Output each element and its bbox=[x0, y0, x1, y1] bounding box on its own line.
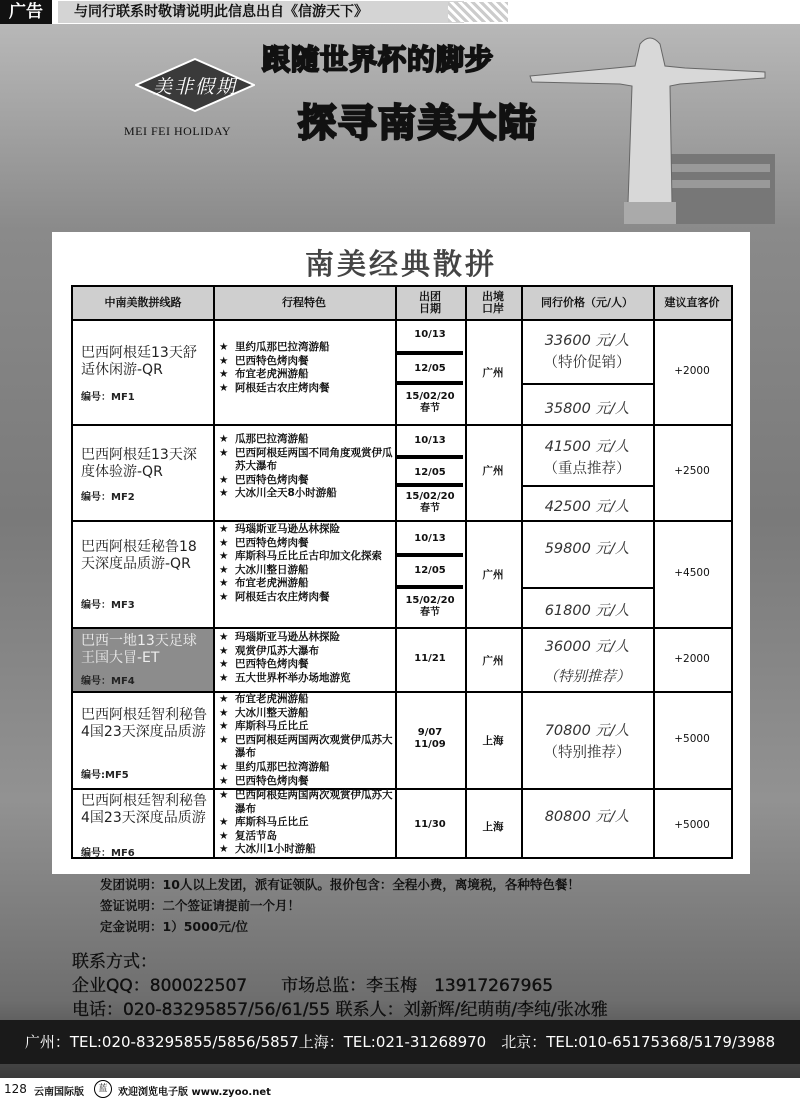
feature-item: ★ 巴西特色烤肉餐 bbox=[219, 775, 395, 789]
page-number: 128 bbox=[4, 1082, 27, 1096]
suggested-price: +2000 bbox=[674, 365, 710, 377]
date-separator bbox=[397, 553, 463, 557]
feature-list bbox=[219, 631, 395, 685]
feature-list bbox=[219, 433, 395, 501]
suggested-price: +2500 bbox=[674, 465, 710, 477]
tour-table bbox=[71, 285, 733, 859]
contact-label: 联系方式： bbox=[72, 952, 157, 972]
divider bbox=[73, 424, 731, 426]
divider bbox=[73, 520, 731, 522]
feature-item: ★ 布宜老虎洲游船 bbox=[219, 577, 395, 591]
price: 61800 元/人 bbox=[544, 603, 630, 619]
date-separator bbox=[397, 483, 463, 487]
route-name: 巴西阿根廷13天深度体验游-QR bbox=[81, 447, 197, 480]
feature-list bbox=[219, 341, 395, 395]
contact-qq: 企业QQ：800022507 市场总监：李玉梅 13917267965 bbox=[72, 976, 554, 996]
header-date: 出团 日期 bbox=[419, 290, 441, 315]
feature-item: ★ 巴西特色烤肉餐 bbox=[219, 537, 395, 551]
date-separator bbox=[397, 351, 463, 355]
feature-item: ★ 巴西特色烤肉餐 bbox=[219, 658, 395, 672]
date-separator bbox=[397, 381, 463, 385]
bottom-bar bbox=[0, 1078, 800, 1100]
header-route: 中南美散拼线路 bbox=[104, 296, 182, 309]
note-item: 签证说明：二个签证请提前一个月！ bbox=[100, 898, 301, 913]
departure-date: 10/13 bbox=[414, 533, 446, 544]
route-code: 编号：MF1 bbox=[81, 392, 135, 403]
departure-port: 广州 bbox=[482, 367, 504, 379]
route-name: 巴西一地13天足球王国大冒-ET bbox=[81, 633, 197, 666]
feature-item: ★ 巴西阿根廷两国两次观赏伊瓜苏大瀑布 bbox=[219, 789, 395, 816]
price: 35800 元/人 bbox=[544, 401, 630, 417]
feature-item: ★ 观赏伊瓜苏大瀑布 bbox=[219, 645, 395, 659]
departure-date: 15/02/20 春节 bbox=[405, 595, 455, 618]
feature-item: ★ 大冰川整日游船 bbox=[219, 564, 395, 578]
feature-item: ★ 巴西特色烤肉餐 bbox=[219, 355, 395, 369]
headline-line1: 跟随世界杯的脚步 bbox=[262, 43, 495, 76]
departure-date: 10/13 bbox=[414, 435, 446, 446]
price: 80800 元/人 bbox=[544, 809, 630, 825]
feature-item: ★ 库斯科马丘比丘 bbox=[219, 816, 395, 830]
price: 59800 元/人 bbox=[544, 541, 630, 557]
route-name: 巴西阿根廷13天舒适休闲游-QR bbox=[81, 345, 197, 378]
departure-port: 上海 bbox=[482, 735, 504, 747]
route-name: 巴西阿根廷秘鲁18天深度品质游-QR bbox=[81, 539, 197, 572]
route-code: 编号:MF5 bbox=[81, 770, 129, 781]
lan-badge-icon: 蓝 bbox=[94, 1080, 112, 1098]
ad-notice: 与同行联系时敬请说明此信息出自《信游天下》 bbox=[58, 1, 464, 23]
divider bbox=[521, 587, 653, 589]
departure-date: 15/02/20 春节 bbox=[405, 491, 455, 514]
feature-item: ★ 巴西特色烤肉餐 bbox=[219, 474, 395, 488]
departure-date: 10/13 bbox=[414, 329, 446, 340]
header-price: 同行价格（元/人） bbox=[540, 296, 634, 309]
feature-item: ★ 库斯科马丘比丘 bbox=[219, 720, 395, 734]
feature-item: ★ 布宜老虎洲游船 bbox=[219, 368, 395, 382]
departure-port: 广州 bbox=[482, 569, 504, 581]
divider bbox=[73, 788, 731, 790]
departure-port: 上海 bbox=[482, 821, 504, 833]
feature-item: ★ 里约瓜那巴拉湾游船 bbox=[219, 761, 395, 775]
logo bbox=[135, 58, 255, 112]
feature-list bbox=[219, 789, 395, 857]
feature-item: ★ 布宜老虎洲游船 bbox=[219, 693, 395, 707]
price: 36000 元/人 bbox=[544, 639, 630, 655]
feature-item: ★ 大冰川全天8小时游船 bbox=[219, 487, 395, 501]
footer-phones: 广州：TEL:020-83295855/5856/5857上海：TEL:021-31268970 北京：TEL:010-65175368/5179/3988 bbox=[0, 1020, 800, 1064]
feature-item: ★ 玛瑙斯亚马逊丛林探险 bbox=[219, 523, 395, 537]
ad-tag: 广告 bbox=[0, 0, 52, 24]
panel-title: 南美经典散拼 bbox=[304, 247, 497, 281]
welcome-link[interactable]: 欢迎浏览电子版 www.zyoo.net bbox=[118, 1087, 271, 1098]
ad-pattern bbox=[448, 2, 508, 22]
header-suggest: 建议直客价 bbox=[664, 296, 720, 309]
feature-item: ★ 库斯科马丘比丘古印加文化探索 bbox=[219, 550, 395, 564]
logo-en: MEI FEI HOLIDAY bbox=[124, 124, 232, 138]
feature-item: ★ 复活节岛 bbox=[219, 830, 395, 844]
departure-date: 12/05 bbox=[414, 565, 446, 576]
suggested-price: +4500 bbox=[674, 567, 710, 579]
feature-item: ★ 阿根廷古农庄烤肉餐 bbox=[219, 591, 395, 605]
top-bar bbox=[0, 0, 800, 24]
contact-phone: 电话：020-83295857/56/61/55 联系人：刘新辉/纪萌萌/李纯/张冰雅 bbox=[72, 1000, 608, 1020]
contact-block bbox=[72, 950, 608, 1022]
departure-date: 12/05 bbox=[414, 467, 446, 478]
route-code: 编号：MF2 bbox=[81, 492, 135, 503]
departure-date: 15/02/20 春节 bbox=[405, 391, 455, 414]
divider bbox=[521, 287, 523, 857]
feature-item: ★ 大冰川1小时游船 bbox=[219, 843, 395, 857]
price-note: （特价促销） bbox=[543, 355, 631, 371]
table-header bbox=[73, 287, 731, 319]
price: 33600 元/人 bbox=[544, 333, 630, 349]
note-item: 定金说明：1）5000元/位 bbox=[100, 919, 249, 934]
route-code: 编号：MF6 bbox=[81, 848, 135, 859]
date-separator bbox=[397, 585, 463, 589]
headline-line2: 探寻南美大陆 bbox=[298, 101, 539, 145]
suggested-price: +5000 bbox=[674, 733, 710, 745]
divider bbox=[213, 287, 215, 857]
price: 70800 元/人 bbox=[544, 723, 630, 739]
notes bbox=[100, 874, 580, 937]
price: 41500 元/人 bbox=[544, 439, 630, 455]
feature-item: ★ 巴西阿根廷两国不同角度观赏伊瓜苏大瀑布 bbox=[219, 447, 395, 474]
divider bbox=[521, 485, 653, 487]
feature-list bbox=[219, 693, 395, 788]
feature-item: ★ 瓜那巴拉湾游船 bbox=[219, 433, 395, 447]
divider bbox=[521, 383, 653, 385]
note-item: 发团说明：10人以上发团，派有证领队。报价包含：全程小费，离境税，各种特色餐！ bbox=[100, 877, 580, 892]
divider bbox=[73, 319, 731, 321]
header-port: 出境 口岸 bbox=[482, 290, 504, 315]
price-note: （特别推荐） bbox=[543, 745, 631, 761]
logo-cn: 美非假期 bbox=[152, 76, 237, 98]
route-name: 巴西阿根廷智利秘鲁4国23天深度品质游 bbox=[81, 793, 207, 826]
suggested-price: +2000 bbox=[674, 653, 710, 665]
departure-date: 11/21 bbox=[414, 653, 446, 664]
feature-item: ★ 大冰川整天游船 bbox=[219, 707, 395, 721]
route-code: 编号：MF3 bbox=[81, 600, 135, 611]
date-separator bbox=[397, 455, 463, 459]
divider bbox=[73, 691, 731, 693]
christ-statue-image bbox=[520, 24, 780, 224]
price: 42500 元/人 bbox=[544, 499, 630, 515]
departure-date: 11/30 bbox=[414, 819, 446, 830]
feature-item: ★ 阿根廷古农庄烤肉餐 bbox=[219, 382, 395, 396]
route-code: 编号：MF4 bbox=[81, 676, 135, 687]
departure-port: 广州 bbox=[482, 655, 504, 667]
route-name: 巴西阿根廷智利秘鲁4国23天深度品质游 bbox=[81, 707, 207, 740]
price-note: （重点推荐） bbox=[543, 461, 631, 477]
price-note: （特别推荐） bbox=[543, 669, 631, 685]
edition-label: 云南国际版 bbox=[34, 1087, 84, 1098]
feature-item: ★ 玛瑙斯亚马逊丛林探险 bbox=[219, 631, 395, 645]
departure-date: 12/05 bbox=[414, 363, 446, 374]
feature-list bbox=[219, 523, 395, 605]
feature-item: ★ 五大世界杯举办场地游览 bbox=[219, 672, 395, 686]
suggested-price: +5000 bbox=[674, 819, 710, 831]
departure-date: 9/07 11/09 bbox=[414, 727, 446, 750]
feature-item: ★ 里约瓜那巴拉湾游船 bbox=[219, 341, 395, 355]
departure-port: 广州 bbox=[482, 465, 504, 477]
feature-item: ★ 巴西阿根廷两国两次观赏伊瓜苏大瀑布 bbox=[219, 734, 395, 761]
header-features: 行程特色 bbox=[282, 296, 326, 309]
